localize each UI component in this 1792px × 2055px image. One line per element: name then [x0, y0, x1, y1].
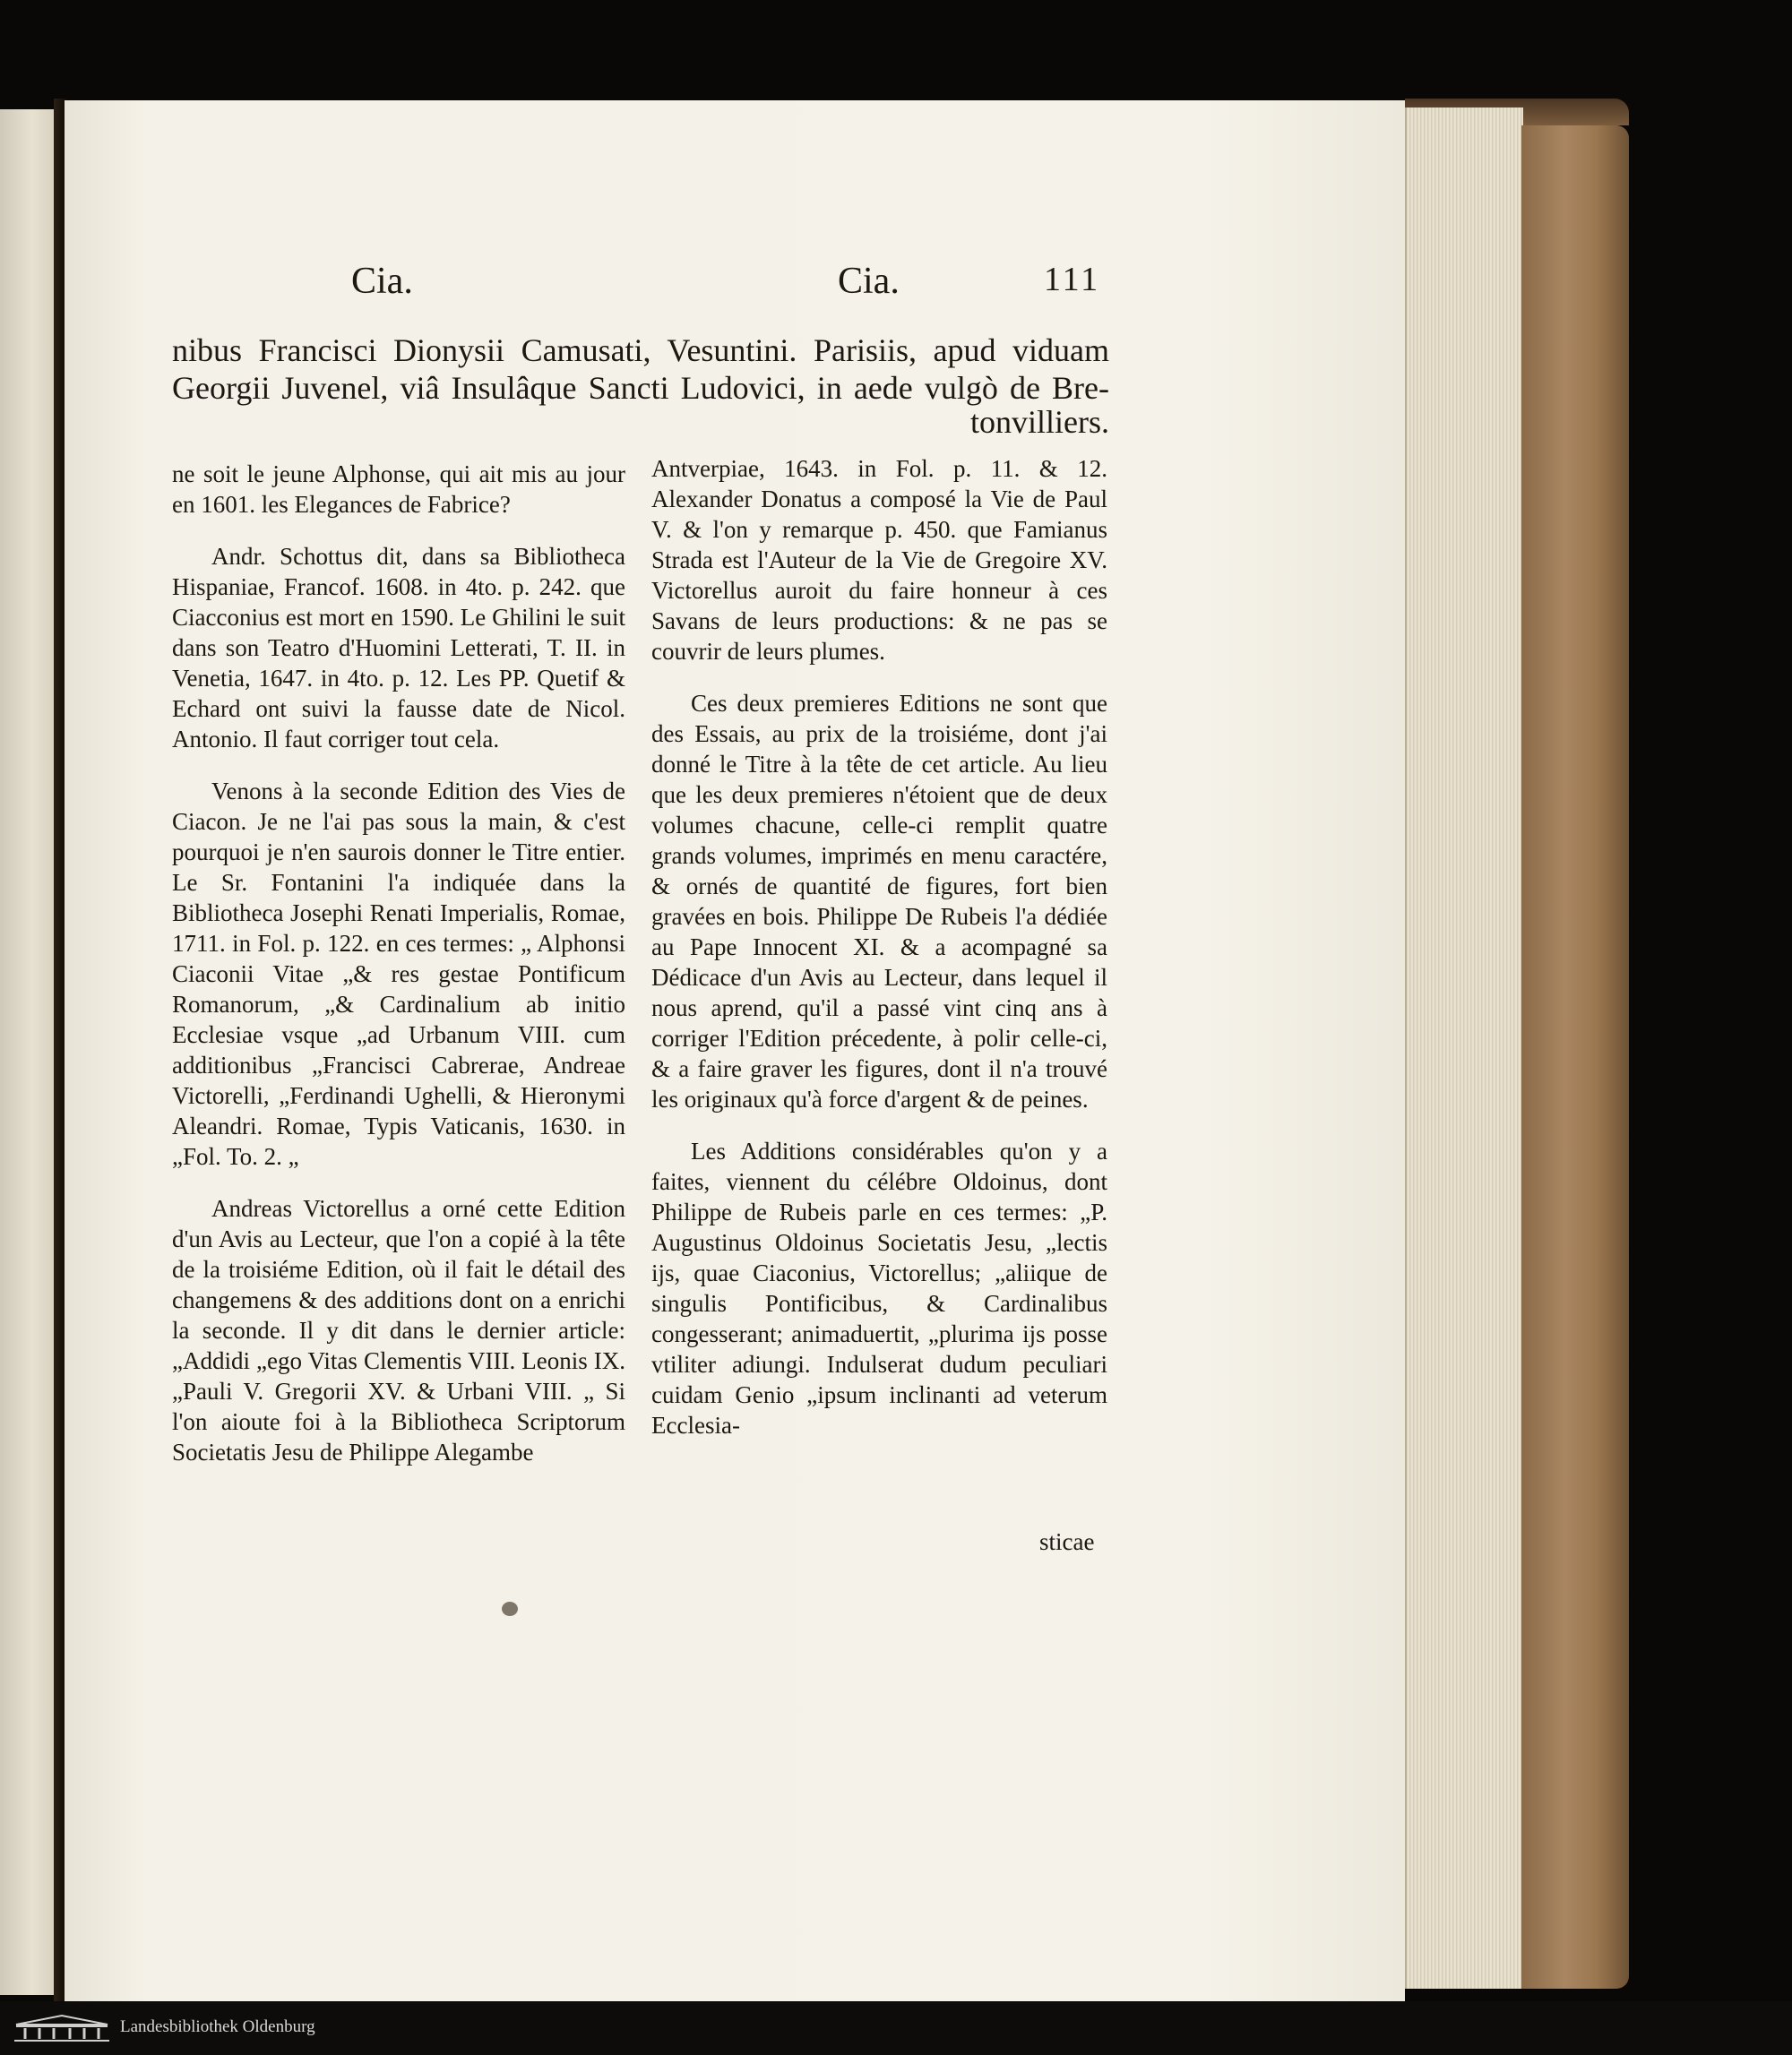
left-paragraph: Andreas Victorellus a orné cette Edition d'un Avis au Lecteur, que l'on a copié à la tête de la troisiéme Edition, où il fait le détail des changemens & des additions dont on a enrichi la seconde. Il y dit dans le dernier article: „Addidi „ego Vitas Clementis VIII. Leonis IX. „Pauli V. Gregorii XV. & Urbani VIII. „ Si l'on aioute foi à la Bibliotheca Scriptorum Societatis Jesu de Philippe Alegambe	[172, 1195, 625, 1466]
page-edges	[1405, 107, 1523, 1989]
left-paragraph: ne soit le jeune Alphonse, qui ait mis au jour en 1601. les Elegances de Fabrice?	[172, 460, 625, 518]
footer-bar	[0, 2001, 1792, 2055]
ink-stain	[502, 1602, 518, 1616]
page-number: 111	[1044, 261, 1101, 298]
left-page-edge	[0, 109, 54, 1995]
book-cover	[1521, 125, 1629, 1989]
library-building-icon	[13, 2014, 111, 2042]
left-column	[172, 459, 625, 1489]
banner-line-2: Georgii Juvenel, viâ Insulâque Sancti Ludovici, in aede vulgò de Bre-	[172, 370, 1109, 406]
banner-line-1: nibus Francisci Dionysii Camusati, Vesuntini. Parisiis, apud viduam	[172, 332, 1109, 368]
running-title-left: Cia.	[351, 261, 413, 302]
footer-label: Landesbibliothek Oldenburg	[120, 2017, 315, 2036]
right-column	[651, 453, 1107, 1462]
left-paragraph: Venons à la seconde Edition des Vies de Ciacon. Je ne l'ai pas sous la main, & c'est pourquoi je n'en saurois donner le Titre entier. Le Sr. Fontanini l'a indiquée dans la Bibliotheca Josephi Renati Imperialis, Romae, 1711. in Fol. p. 122. en ces termes: „ Alphonsi Ciaconii Vitae „& res gestae Pontificum Romanorum, „& Cardinalium ab initio Ecclesiae vsque „ad Urbanum VIII. cum additionibus „Francisci Cabrerae, Andreae Victorelli, „Ferdinandi Ughelli, & Hieronymi Aleandri. Romae, Typis Vaticanis, 1630. in „Fol. To. 2. „	[172, 778, 625, 1170]
catchword: sticae	[1039, 1528, 1095, 1555]
running-title-right: Cia.	[838, 261, 900, 302]
right-paragraph: Les Additions considérables qu'on y a faites, viennent du célébre Oldoinus, dont Philippe de Rubeis parle en ces termes: „P. Augustinus Oldoinus Societatis Jesu, „lectis ijs, quae Ciaconius, Victorellus; „aliique de singulis Pontificibus, & Cardinalibus congesserant; animaduertit, „plurima ijs posse vtiliter adiungi. Indulserat dudum peculiari cuidam Genio „ipsum inclinanti ad veterum Ecclesia-	[651, 1138, 1107, 1439]
right-paragraph: Antverpiae, 1643. in Fol. p. 11. & 12. Alexander Donatus a composé la Vie de Paul V. & l'on y remarque p. 450. que Famianus Strada est l'Auteur de la Vie de Gregoire XV. Victorellus auroit du faire honneur à ces Savans de leurs productions: & ne pas se couvrir de leurs plumes.	[651, 455, 1107, 665]
right-paragraph: Ces deux premieres Editions ne sont que des Essais, au prix de la troisiéme, dont j'ai donné le Titre à la tête de cet article. Au lieu que les deux premieres n'étoient que de deux volumes chacune, celle-ci remplit quatre grands volumes, imprimés en menu caractére, & ornés de quantité de figures, fort bien gravées en bois. Philippe De Rubeis l'a dédiée au Pape Innocent XI. & a acompagné sa Dédicace d'un Avis au Lecteur, dans lequel il nous aprend, qu'il a passé vint cinq ans à corriger l'Edition précedente, à polir celle-ci, & a faire graver les figures, dont il n'a trouvé les originaux qu'à force d'argent & de peines.	[651, 690, 1107, 1113]
left-paragraph: Andr. Schottus dit, dans sa Bibliotheca Hispaniae, Francof. 1608. in 4to. p. 242. que Ciacconius est mort en 1590. Le Ghilini le suit dans son Teatro d'Huomini Letterati, T. II. in Venetia, 1647. in 4to. p. 12. Les PP. Quetif & Echard ont suivi la fausse date de Nicol. Antonio. Il faut corriger tout cela.	[172, 543, 625, 752]
banner-line-3: tonvilliers.	[970, 404, 1109, 440]
